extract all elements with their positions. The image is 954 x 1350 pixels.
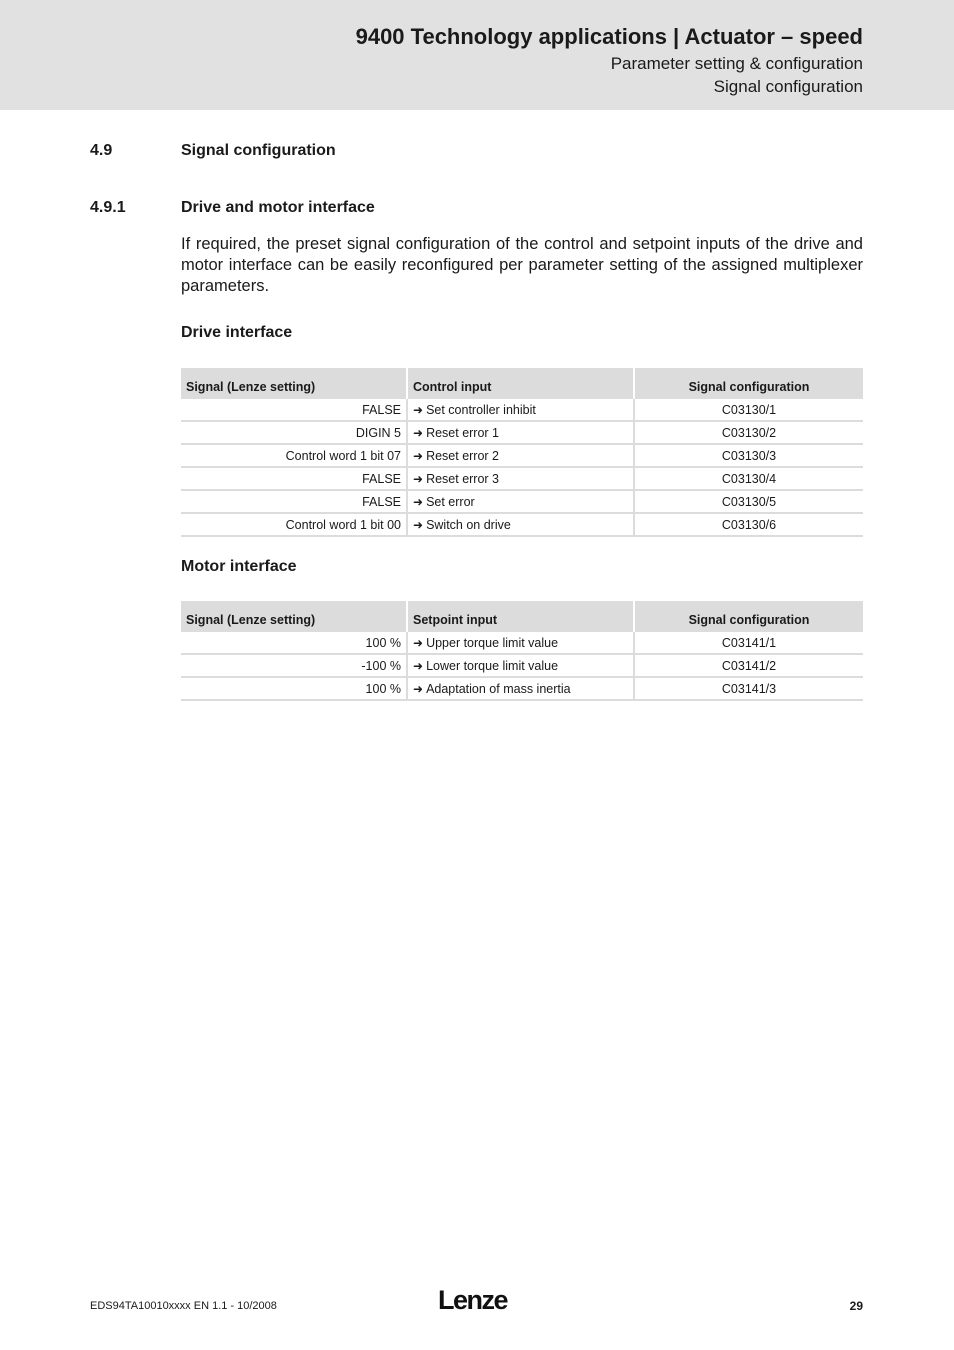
input-cell bbox=[408, 678, 635, 701]
input-cell bbox=[408, 655, 635, 678]
input-cell bbox=[408, 445, 635, 468]
input-cell bbox=[408, 514, 635, 537]
input-label: Reset error 1 bbox=[426, 425, 500, 440]
arrow-right-icon: ➜ bbox=[413, 635, 424, 650]
section-title: Signal configuration bbox=[181, 142, 336, 159]
config-cell: C03141/1 bbox=[635, 632, 863, 655]
table-row bbox=[181, 399, 863, 422]
table-row bbox=[181, 422, 863, 445]
input-label: Reset error 3 bbox=[426, 471, 500, 486]
config-cell: C03130/6 bbox=[635, 514, 863, 537]
config-cell: C03130/1 bbox=[635, 399, 863, 422]
arrow-right-icon: ➜ bbox=[413, 681, 424, 696]
config-cell: C03141/2 bbox=[635, 655, 863, 678]
input-label: Switch on drive bbox=[426, 517, 511, 532]
arrow-right-icon: ➜ bbox=[413, 402, 424, 417]
config-cell: C03130/3 bbox=[635, 445, 863, 468]
input-cell bbox=[408, 468, 635, 491]
arrow-right-icon: ➜ bbox=[413, 425, 424, 440]
chapter-title: Parameter setting & configuration bbox=[610, 54, 863, 73]
table-row bbox=[181, 491, 863, 514]
page-number: 29 bbox=[849, 1299, 863, 1313]
input-label: Adaptation of mass inertia bbox=[426, 681, 571, 696]
signal-cell: Control word 1 bit 00 bbox=[181, 514, 408, 537]
input-cell bbox=[408, 399, 635, 422]
input-cell bbox=[408, 632, 635, 655]
page-header bbox=[0, 0, 954, 110]
arrow-right-icon: ➜ bbox=[413, 517, 424, 532]
subsection-title: Drive and motor interface bbox=[181, 199, 375, 216]
signal-cell: DIGIN 5 bbox=[181, 422, 408, 445]
signal-cell: 100 % bbox=[181, 632, 408, 655]
column-header-control-input: Control input bbox=[408, 368, 635, 399]
section-breadcrumb: Signal configuration bbox=[713, 77, 863, 96]
document-title: 9400 Technology applications | Actuator – speed bbox=[355, 24, 863, 49]
input-cell bbox=[408, 422, 635, 445]
arrow-right-icon: ➜ bbox=[413, 494, 424, 509]
input-label: Reset error 2 bbox=[426, 448, 500, 463]
config-cell: C03130/5 bbox=[635, 491, 863, 514]
signal-cell: -100 % bbox=[181, 655, 408, 678]
table-row bbox=[181, 632, 863, 655]
arrow-right-icon: ➜ bbox=[413, 471, 424, 486]
column-header-signal-configuration: Signal configuration bbox=[635, 368, 863, 399]
column-header-setpoint-input: Setpoint input bbox=[408, 601, 635, 632]
input-label: Set error bbox=[426, 494, 475, 509]
signal-cell: FALSE bbox=[181, 468, 408, 491]
column-header-signal: Signal (Lenze setting) bbox=[181, 601, 408, 632]
config-cell: C03141/3 bbox=[635, 678, 863, 701]
input-label: Set controller inhibit bbox=[426, 402, 536, 417]
config-cell: C03130/4 bbox=[635, 468, 863, 491]
input-cell bbox=[408, 491, 635, 514]
arrow-right-icon: ➜ bbox=[413, 658, 424, 673]
input-label: Upper torque limit value bbox=[426, 635, 559, 650]
signal-cell: FALSE bbox=[181, 491, 408, 514]
signal-cell: FALSE bbox=[181, 399, 408, 422]
subsection-number: 4.9.1 bbox=[90, 199, 126, 216]
intro-paragraph: If required, the preset signal configuration of the control and setpoint inputs of the drive and motor interface can be easily reconfigured per parameter setting of the assigned multiplexer parameters. bbox=[181, 235, 863, 295]
table-header-row bbox=[181, 601, 863, 632]
section-number: 4.9 bbox=[90, 142, 113, 159]
lenze-logo: Lenze bbox=[438, 1285, 508, 1315]
table-row bbox=[181, 655, 863, 678]
table-row bbox=[181, 514, 863, 537]
signal-cell: Control word 1 bit 07 bbox=[181, 445, 408, 468]
drive-interface-heading: Drive interface bbox=[181, 324, 293, 341]
table-row bbox=[181, 445, 863, 468]
config-cell: C03130/2 bbox=[635, 422, 863, 445]
table-row bbox=[181, 678, 863, 701]
document-code: EDS94TA10010xxxx EN 1.1 - 10/2008 bbox=[90, 1300, 277, 1312]
table-header-row bbox=[181, 368, 863, 399]
column-header-signal: Signal (Lenze setting) bbox=[181, 368, 408, 399]
table-row bbox=[181, 468, 863, 491]
motor-interface-heading: Motor interface bbox=[181, 558, 297, 575]
motor-interface-table bbox=[181, 601, 863, 701]
signal-cell: 100 % bbox=[181, 678, 408, 701]
arrow-right-icon: ➜ bbox=[413, 448, 424, 463]
drive-interface-table bbox=[181, 368, 863, 537]
column-header-signal-configuration: Signal configuration bbox=[635, 601, 863, 632]
input-label: Lower torque limit value bbox=[426, 658, 559, 673]
